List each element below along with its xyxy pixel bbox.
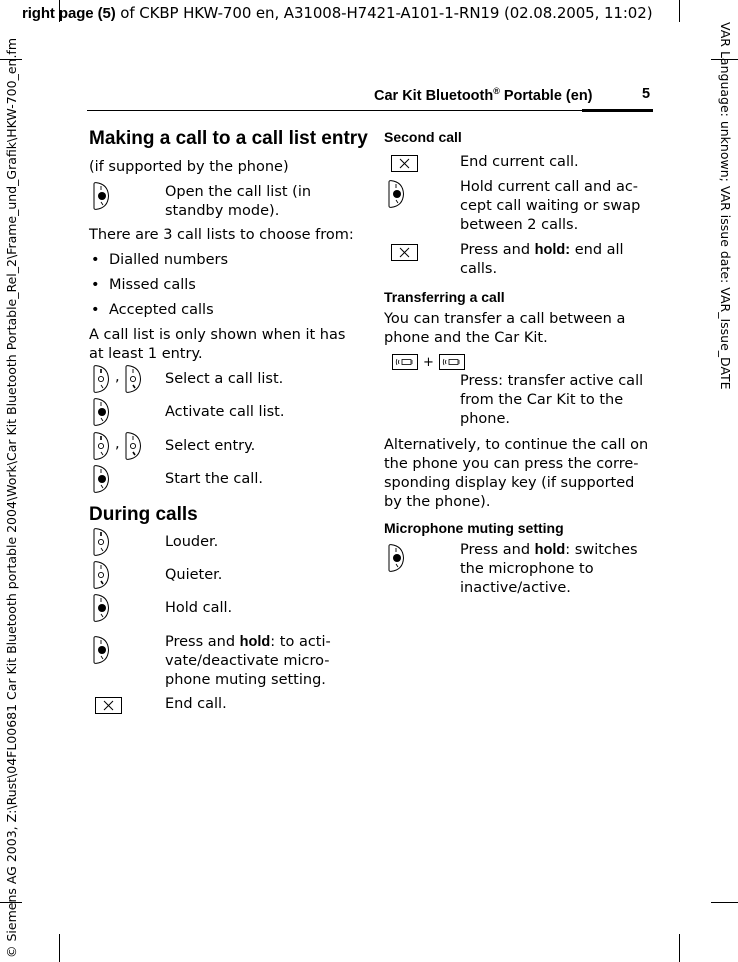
control-key-up-icon <box>93 365 110 393</box>
instruction-text: End current call. <box>460 154 579 170</box>
instruction-text: Louder. <box>165 534 219 550</box>
instruction-text: Press and hold: switches the microphone to inactive/active. <box>460 542 638 596</box>
instruction-text: Start the call. <box>165 471 263 487</box>
control-key-up-icon <box>93 528 110 556</box>
crop-mark <box>711 902 738 903</box>
key-group <box>93 465 110 493</box>
comma-separator: , <box>115 369 120 385</box>
paragraph: A call list is only shown when it has at least 1 entry. <box>89 327 346 362</box>
section-title-mic-muting: Microphone muting setting <box>384 520 564 536</box>
instruction-text: Hold current call and ac-cept call waiting or swap between 2 calls. <box>460 179 641 233</box>
key-group <box>93 561 110 589</box>
instruction-text: Select entry. <box>165 438 256 454</box>
paragraph: Alternatively, to continue the call on the phone you can press the corre-sponding display key (if supported by the phone). <box>384 437 649 510</box>
control-key-down-icon <box>93 561 110 589</box>
header-rule <box>87 110 653 111</box>
key-group <box>93 636 110 664</box>
paragraph: There are 3 call lists to choose from: <box>89 227 354 243</box>
key-group <box>388 180 405 208</box>
side-var-info: VAR Language: unknown; VAR issue date: VAR_Issue_DATE <box>718 22 733 390</box>
control-key-center-icon <box>93 398 110 426</box>
page-header-title: Car Kit Bluetooth® Portable (en) <box>374 86 593 104</box>
end-key-icon <box>391 155 418 172</box>
section-note: (if supported by the phone) <box>89 159 289 175</box>
key-group <box>391 244 418 261</box>
header-rule-accent <box>582 109 653 112</box>
section-title-call-list: Making a call to a call list entry <box>89 128 368 149</box>
key-group <box>93 528 110 556</box>
instruction-text: Select a call list. <box>165 371 284 387</box>
key-group <box>93 365 142 393</box>
display-key-icon <box>392 354 418 370</box>
plus-separator: + <box>423 355 434 370</box>
key-group <box>392 354 465 372</box>
list-item: • Accepted calls <box>91 301 228 326</box>
end-key-icon <box>391 244 418 261</box>
control-key-center-icon <box>93 465 110 493</box>
page-number: 5 <box>642 86 651 102</box>
instruction-text: Quieter. <box>165 567 223 583</box>
list-item: • Missed calls <box>91 276 228 301</box>
instruction-text: Press and hold: to acti-vate/deactivate micro-phone muting setting. <box>165 634 331 688</box>
key-group <box>95 697 122 714</box>
instruction-text: End call. <box>165 696 227 712</box>
control-key-center-icon <box>388 544 405 572</box>
call-list-types <box>91 251 228 326</box>
section-title-second-call: Second call <box>384 129 462 145</box>
print-header-info: of CKBP HKW-700 en, A31008-H7421-A101-1-RN19 (02.08.2005, 11:02) <box>115 4 653 22</box>
control-key-up-icon <box>93 432 110 460</box>
control-key-down-icon <box>125 365 142 393</box>
instruction-text: Hold call. <box>165 600 233 616</box>
instruction-text: Activate call list. <box>165 404 285 420</box>
control-key-center-icon <box>93 636 110 664</box>
instruction-text: Press and hold: end all calls. <box>460 242 624 277</box>
control-key-center-icon <box>93 594 110 622</box>
side-file-path: © Siemens AG 2003, Z:\Rust\04FL00681 Car Kit Bluetooth portable 2004\Work\Car Kit Bluetooth Portable_Rel_2\Frame_und_Grafik\HKW-700_en.fm <box>4 37 19 958</box>
instruction-text: Press: transfer active call from the Car Kit to the phone. <box>460 373 644 427</box>
comma-separator: , <box>115 436 120 452</box>
key-group <box>388 544 405 572</box>
crop-mark <box>59 934 60 962</box>
section-title-during-calls: During calls <box>89 504 198 525</box>
control-key-down-icon <box>125 432 142 460</box>
key-group <box>93 398 110 426</box>
paragraph: You can transfer a call between a phone and the Car Kit. <box>384 311 626 346</box>
crop-mark <box>679 934 680 962</box>
list-item: • Dialled numbers <box>91 251 228 276</box>
control-key-center-icon <box>388 180 405 208</box>
control-key-center-icon <box>93 182 110 210</box>
print-header <box>22 4 652 22</box>
key-group <box>93 432 142 460</box>
print-header-page: right page (5) <box>22 5 116 22</box>
key-group <box>93 182 110 210</box>
instruction-text: Open the call list (in standby mode). <box>165 184 312 219</box>
section-title-transferring: Transferring a call <box>384 289 505 305</box>
key-group <box>391 155 418 172</box>
key-group <box>93 594 110 622</box>
display-key-icon <box>439 354 465 370</box>
crop-mark <box>679 0 680 22</box>
end-key-icon <box>95 697 122 714</box>
